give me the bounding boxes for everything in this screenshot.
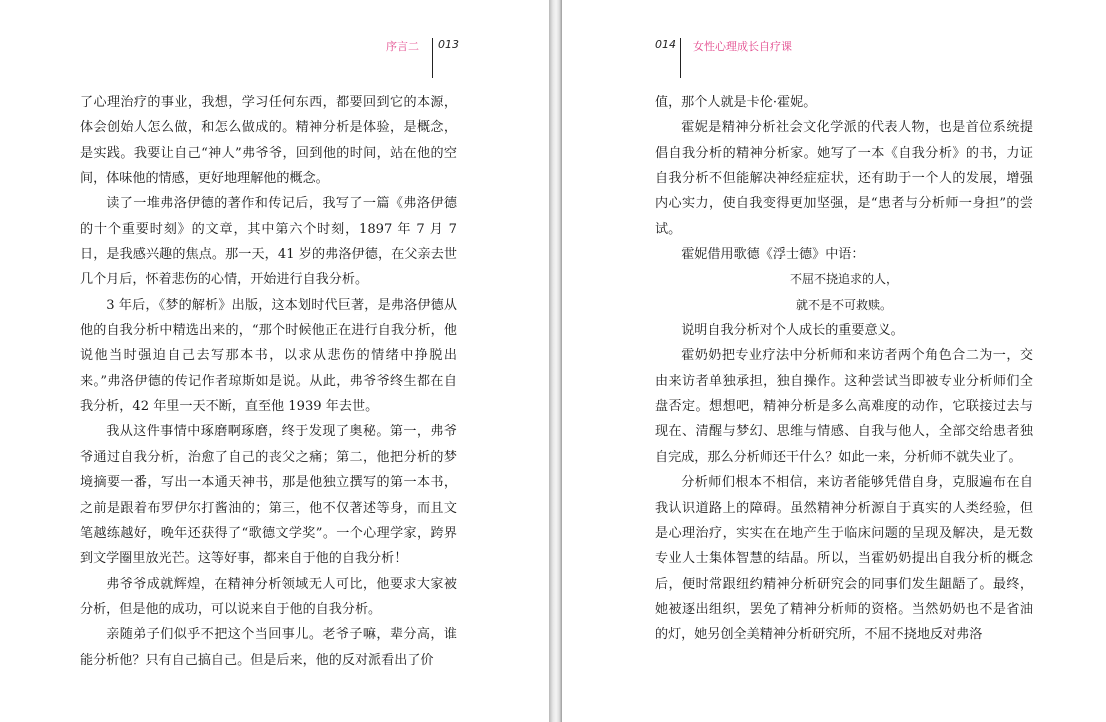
left-body-text xyxy=(80,90,457,673)
right-header-rule xyxy=(680,38,681,78)
left-section-title: 序言二 xyxy=(386,40,419,53)
right-section-title: 女性心理成长自疗课 xyxy=(693,40,792,53)
paragraph: 说明自我分析对个人成长的重要意义。 xyxy=(681,323,904,339)
paragraph: 3 年后，《梦的解析》出版，这本划时代巨著，是弗洛伊德从他的自我分析中精选出来的，“那个时候他正在进行自我分析，他说他当时强迫自己去写那本书，以求从悲伤的情绪中挣脱出来。”弗洛伊德的传记作者琼斯如是说。从此，弗爷爷终生都在自我分析，42 年里一天不断，直至他 1939 年去世。 xyxy=(80,297,457,415)
paragraph: 弗爷爷成就辉煌，在精神分析领域无人可比，他要求大家被分析，但是他的成功，可以说来自于他的自我分析。 xyxy=(80,576,457,617)
paragraph: 霍奶奶把专业疗法中分析师和来访者两个角色合二为一，交由来访者单独承担，独自操作。这种尝试当即被专业分析师们全盘否定。想想吧，精神分析是多么高难度的动作，它联接过去与现在、清醒与梦幻、思维与情感、自我与他人，全部交给患者独自完成，那么分析师还干什么？如此一来，分析师不就失业了。 xyxy=(655,348,1033,465)
right-page xyxy=(562,0,1106,722)
book-gutter xyxy=(549,0,562,722)
paragraph: 分析师们根本不相信，来访者能够凭借自身，克服遍布在自我认识道路上的障碍。虽然精神分析源自于真实的人类经验，但是心理治疗，实实在在地产生于临床问题的呈现及解决，是无数专业人士集体智慧的结晶。所以，当霍奶奶提出自我分析的概念后，便时常跟纽约精神分析研究会的同事们发生龃龉了。最终，她被逐出组织，罢免了精神分析师的资格。当然奶奶也不是省油的灯，她另创全美精神分析研究所，不屈不挠地反对弗洛 xyxy=(655,475,1033,643)
verse-line: 不屈不挠追求的人， xyxy=(789,272,898,287)
paragraph: 读了一堆弗洛伊德的著作和传记后，我写了一篇《弗洛伊德的十个重要时刻》的文章，其中第六个时刻，1897 年 7 月 7 日，是我感兴趣的焦点。那一天，41 岁的弗洛伊德，在父亲去世几个月后，怀着悲伤的心情，开始进行自我分析。 xyxy=(80,196,457,288)
paragraph: 了心理治疗的事业，我想，学习任何东西，都要回到它的本源，体会创始人怎么做，和怎么做成的。精神分析是体验，是概念，是实践。我要让自己“神人”弗爷爷，回到他的时间，站在他的空间，体味他的情感，更好地理解他的概念。 xyxy=(80,95,457,187)
paragraph: 亲随弟子们似乎不把这个当回事儿。老爷子嘛，辈分高，谁能分析他？只有自己搞自己。但是后来，他的反对派看出了价 xyxy=(80,627,457,668)
right-body-text xyxy=(655,90,1033,648)
left-page-number: 013 xyxy=(438,38,459,51)
right-page-number: 014 xyxy=(655,38,676,51)
paragraph: 霍妮是精神分析社会文化学派的代表人物，也是首位系统提倡自我分析的精神分析家。她写了一本《自我分析》的书，力证自我分析不但能解决神经症症状，还有助于一个人的发展，增强内心实力，使自我变得更加坚强，是“患者与分析师一身担”的尝试。 xyxy=(655,120,1033,237)
left-header-rule xyxy=(432,38,433,78)
paragraph: 我从这件事情中琢磨啊琢磨，终于发现了奥秘。第一，弗爷爷通过自我分析，治愈了自己的丧父之痛；第二，他把分析的梦境摘要一番，写出一本通天神书，那是他独立撰写的第一本书，之前是跟着布罗伊尔打酱油的；第三，他不仅著述等身，而且文笔越练越好，晚年还获得了“歌德文学奖”。一个心理学家，跨界到文学圈里放光芒。这等好事，都来自于他的自我分析！ xyxy=(80,424,457,567)
left-page xyxy=(0,0,549,722)
verse-line: 就不是不可救赎。 xyxy=(795,297,892,312)
paragraph: 霍妮借用歌德《浮士德》中语： xyxy=(681,247,865,263)
paragraph: 值，那个人就是卡伦·霍妮。 xyxy=(655,95,817,110)
